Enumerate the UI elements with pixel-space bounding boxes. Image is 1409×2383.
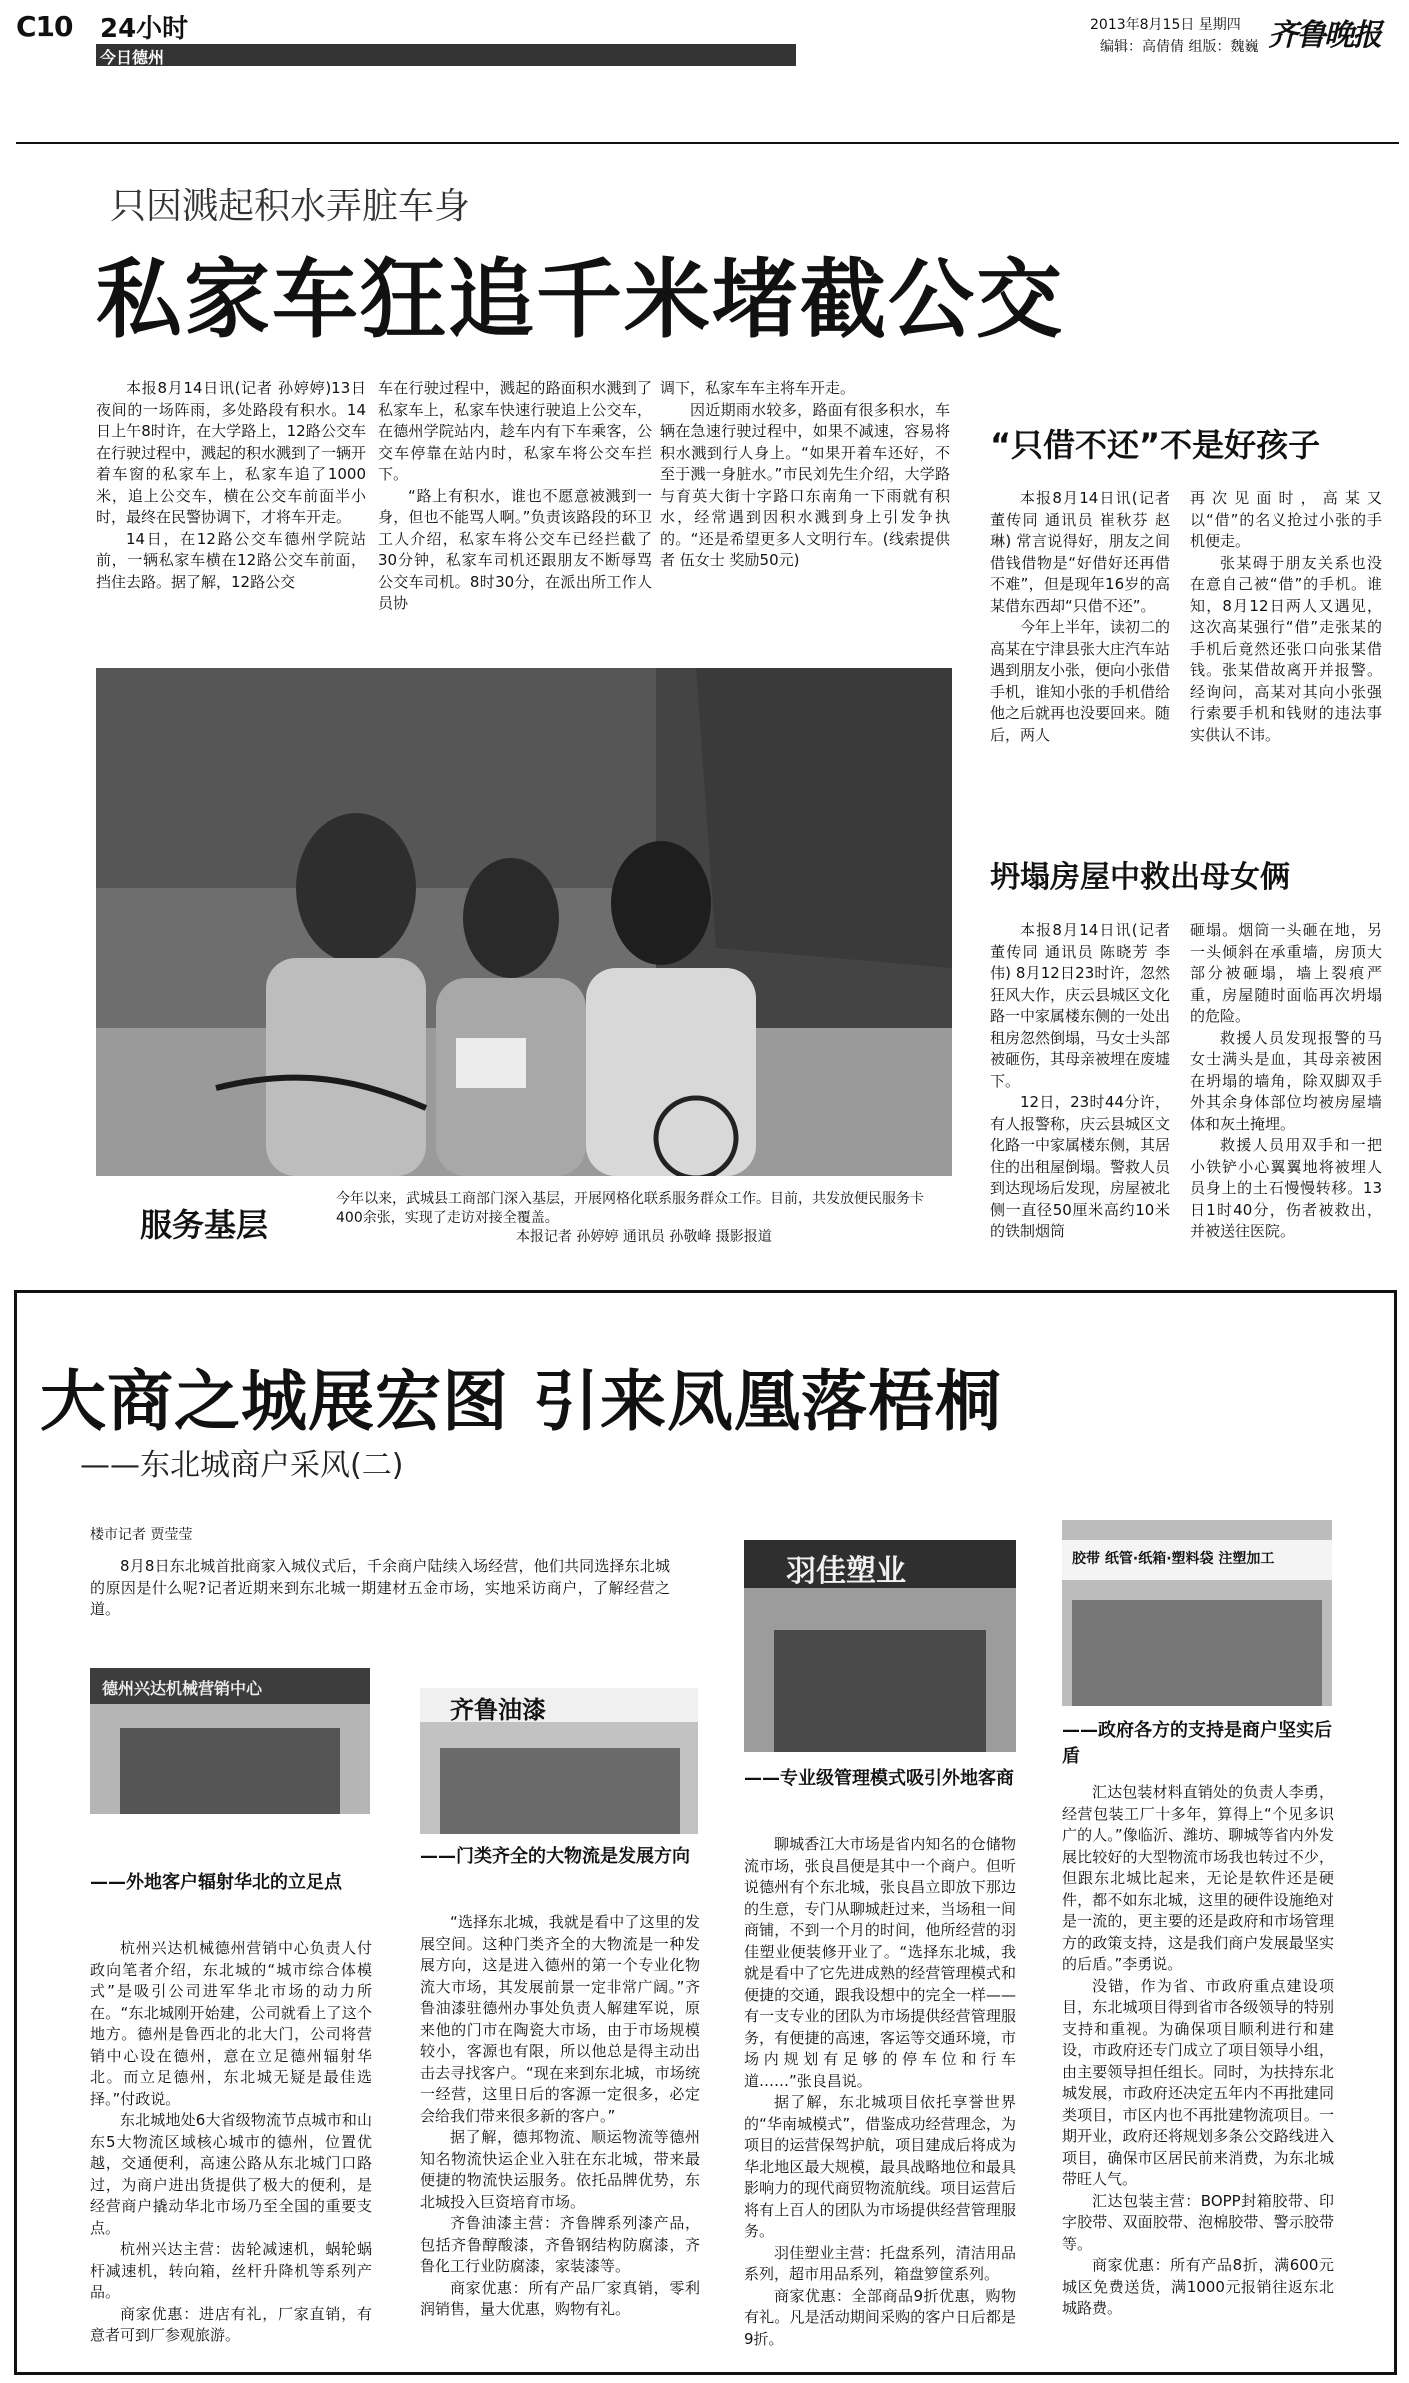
photo-caption bbox=[336, 1190, 936, 1247]
section-2-paragraph: 商家优惠：所有产品厂家真销，零利润销售，量大优惠，购物有礼。 bbox=[420, 2278, 700, 2318]
section-4-body bbox=[1062, 1782, 1334, 2320]
story1-paragraph: “路上有积水，谁也不愿意被溅到一身，但也不能骂人啊。”负责该路段的环卫工人介绍，私家车将公交车已经拦截了30分钟，私家车司机还跟朋友不断辱骂公交车司机。8时30分，在派出所工作人员协 bbox=[378, 486, 652, 612]
news-photo bbox=[96, 668, 952, 1176]
story3-paragraph: 12日，23时44分许，有人报警称，庆云县城区文化路一中家属楼东侧，其居住的出租屋倒塌。警救人员到达现场后发现，房屋被北侧一直径50厘米高约10米的铁制烟筒 bbox=[990, 1093, 1171, 1240]
section-1-paragraph: 东北城地处6大省级物流节点城市和山东5大物流区域核心城市的德州，位置优越，交通便利，高速公路从东北城门口路过，为商户进出货提供了极大的便利，是经营商户撬动华北市场乃至全国的重要支点。 bbox=[90, 2111, 372, 2237]
photo-title: 服务基层 bbox=[140, 1206, 269, 1244]
section-4-subhead: ——政府各方的支持是商户坚实后盾 bbox=[1062, 1720, 1332, 1767]
story1-paragraph: 14日，在12路公交车德州学院站前，一辆私家车横在12路公交车前面，挡住去路。据了解，12路公交 bbox=[96, 529, 366, 591]
feature-byline: 楼市记者 贾莹莹 bbox=[90, 1527, 193, 1543]
story1-headline: 私家车狂追千米堵截公交 bbox=[96, 250, 1064, 350]
photo-credit: 本报记者 孙婷婷 通讯员 孙敬峰 摄影报道 bbox=[516, 1229, 772, 1245]
story2-headline: “只借不还”不是好孩子 bbox=[990, 426, 1321, 464]
section-1-subhead: ——外地客户辐射华北的立足点 bbox=[90, 1872, 342, 1893]
story1-column-2 bbox=[378, 378, 652, 615]
storefront-photo-1 bbox=[90, 1668, 370, 1814]
section-2-paragraph: “选择东北城，我就是看中了这里的发展空间。这种门类齐全的大物流是一种发展方向，这是进入德州的第一个专业化物流大市场，其发展前景一定非常广阔。”齐鲁油漆驻德州办事处负责人解建军说，原来他的门市在陶瓷大市场，由于市场规模较小，客源也有限，所以他总是得主动出击去寻找客户。“现在来到东北城，市场统一经营，这里日后的客源一定很多，必定会给我们带来很多新的客户。” bbox=[420, 1913, 700, 2125]
story1-column-1 bbox=[96, 378, 366, 593]
section-3-paragraph: 羽佳塑业主营：托盘系列，清洁用品系列，超市用品系列，箱盘箩筐系列。 bbox=[744, 2243, 1016, 2283]
section-3-body bbox=[744, 1834, 1016, 2350]
storefront-sign-1: 德州兴达机械营销中心 bbox=[102, 1679, 263, 1698]
section-3-paragraph: 商家优惠：全部商品9折优惠，购物有礼。凡是活动期间采购的客户日后都是9折。 bbox=[744, 2286, 1016, 2348]
story2-column-2 bbox=[1190, 488, 1382, 746]
story3-paragraph: 救援人员发现报警的马女士满头是血，其母亲被困在坍塌的墙角，除双脚双手外其余身体部位均被房屋墙体和灰土掩埋。 bbox=[1190, 1028, 1382, 1133]
storefront-photo-4 bbox=[1062, 1520, 1332, 1706]
section-4-paragraph: 汇达包装材料直销处的负责人李勇，经营包装工厂十多年，算得上“个见多识广的人。”像临沂、潍坊、聊城等省内外发展比较好的大型物流市场我也转过不少，但跟东北城比起来，无论是软件还是硬件，都不如东北城，这里的硬件设施绝对是一流的，更主要的还是政府和市场管理方的政策支持，这是我们商户发展最坚实的后盾。”李勇说。 bbox=[1062, 1783, 1334, 1973]
story3-paragraph: 砸塌。烟筒一头砸在地，另一头倾斜在承重墙，房顶大部分被砸塌，墙上裂痕严重，房屋随时面临再次坍塌的危险。 bbox=[1190, 921, 1382, 1025]
story3-paragraph: 本报8月14日讯(记者 董传同 通讯员 陈晓芳 李伟) 8月12日23时许，忽然狂风大作，庆云县城区文化路一中家属楼东侧的一处出租房忽然倒塌，马女士头部被砸伤，其母亲被埋在废墟下。 bbox=[990, 921, 1171, 1090]
section-1-body bbox=[90, 1938, 372, 2347]
section-4-paragraph: 没错，作为省、市政府重点建设项目，东北城项目得到省市各级领导的特别支持和重视。为确保项目顺利进行和建设，市政府还专门成立了项目领导小组，由主要领导担任组长。同时，为扶持东北城发展，市政府还决定五年内不再批建同类项目，市区内也不再批建物流项目。一期开业，政府还将规划多条公交路线进入项目，确保市区居民前来消费，为东北城带旺人气。 bbox=[1062, 1976, 1334, 2188]
story1-column-3 bbox=[660, 378, 950, 572]
story1-paragraph: 本报8月14日讯(记者 孙婷婷)13日夜间的一场阵雨，多处路段有积水。14日上午8时许，在大学路上，12路公交车在行驶过程中，溅起的积水溅到了一辆开着车窗的私家车上，私家车追了1000米，追上公交车，横在公交车前面半小时，最终在民警协调下，才将车开走。 bbox=[96, 379, 367, 526]
feature-intro-text: 8月8日东北城首批商家入城仪式后，千余商户陆续入场经营，他们共同选择东北城的原因是什么呢?记者近期来到东北城一期建材五金市场，实地采访商户，了解经营之道。 bbox=[90, 1557, 670, 1618]
story3-headline: 坍塌房屋中救出母女俩 bbox=[990, 860, 1290, 895]
section-3-paragraph: 据了解，东北城项目依托享誉世界的“华南城模式”，借鉴成功经营理念，为项目的运营保驾护航，项目建成后将成为华北地区最大规模，最具战略地位和最具影响力的现代商贸物流航线。项目运营后将有上百人的团队为市场提供经营管理服务。 bbox=[744, 2093, 1016, 2240]
section-3-paragraph: 聊城香江大市场是省内知名的仓储物流市场，张良昌便是其中一个商户。但听说德州有个东北城，张良昌立即放下那边的生意，专门从聊城赶过来，当场租一间商铺，不到一个月的时间，他所经营的羽佳塑业便装修开业了。“选择东北城，我就是看中了它先进成熟的经营管理模式和便捷的交通，跟我设想中的完全一样——有一支专业的团队为市场提供经营管理服务，有便捷的高速，客运等交通环境，市场内规划有足够的停车位和行车道……”张良昌说。 bbox=[744, 1835, 1016, 2090]
feature-subhead: ——东北城商户采风(二) bbox=[80, 1448, 404, 1483]
section-label: 24小时 bbox=[100, 14, 189, 44]
section-3-subhead: ——专业级管理模式吸引外地客商 bbox=[744, 1768, 1014, 1789]
feature-intro bbox=[90, 1556, 670, 1621]
header-rule bbox=[16, 142, 1399, 144]
section-2-paragraph: 据了解，德邦物流、顺运物流等德州知名物流快运企业入驻在东北城，带来最便捷的物流快运服务。依托品牌优势，东北城投入巨资培育市场。 bbox=[420, 2128, 700, 2211]
storefront-sign-3: 羽佳塑业 bbox=[786, 1554, 906, 1589]
masthead-logo: 齐鲁晚报 bbox=[1268, 18, 1380, 53]
feature-headline: 大商之城展宏图 引来凤凰落梧桐 bbox=[40, 1363, 1002, 1440]
section-2-paragraph: 齐鲁油漆主营：齐鲁牌系列漆产品，包括齐鲁醇酸漆，齐鲁钢结构防腐漆，齐鲁化工行业防腐漆，家装漆等。 bbox=[420, 2214, 700, 2275]
storefront-sign-4: 胶带 纸管·纸箱·塑料袋 注塑加工 bbox=[1072, 1551, 1275, 1567]
story3-column-2 bbox=[1190, 920, 1382, 1243]
page-code: C10 bbox=[16, 10, 73, 43]
story1-paragraph: 调下，私家车车主将车开走。 bbox=[660, 379, 856, 397]
story1-paragraph: 因近期雨水较多，路面有很多积水，车辆在急速行驶过程中，如果不减速，容易将积水溅到行人身上。“如果开着车还好，不至于溅一身脏水。”市民刘先生介绍，大学路与育英大街十字路口东南角一下雨就有积水，经常遇到因积水溅到身上引发争执的。“还是希望更多人文明行车。(线索提供者 伍女士 奖励50元) bbox=[660, 400, 950, 569]
section-4-paragraph: 商家优惠：所有产品8折，满600元城区免费送货，满1000元报销往返东北城路费。 bbox=[1062, 2256, 1334, 2317]
section-4-paragraph: 汇达包装主营：BOPP封箱胶带、印字胶带、双面胶带、泡棉胶带、警示胶带等。 bbox=[1062, 2191, 1334, 2253]
story1-paragraph: 车在行驶过程中，溅起的路面积水溅到了私家车上，私家车快速行驶追上公交车，在德州学院站内，趁车内有下车乘客，公交车停靠在站内时，私家车将公交车拦下。 bbox=[378, 379, 652, 483]
header-date: 2013年8月15日 星期四 bbox=[1090, 17, 1241, 33]
story2-column-1 bbox=[990, 488, 1170, 746]
story3-column-1 bbox=[990, 920, 1170, 1243]
story2-paragraph: 今年上半年，读初二的高某在宁津县张大庄汽车站遇到朋友小张，便向小张借手机，谁知小张的手机借给他之后就再也没要回来。随后，两人 bbox=[990, 618, 1171, 744]
section-1-paragraph: 杭州兴达机械德州营销中心负责人付政向笔者介绍，东北城的“城市综合体模式”是吸引公司进军华北市场的动力所在。“东北城刚开始建，公司就看上了这个地方。德州是鲁西北的北大门，公司将营销中心设在德州，意在立足德州辐射华北。而立足德州，东北城无疑是最佳选择。”付政说。 bbox=[90, 1939, 372, 2108]
story3-paragraph: 救援人员用双手和一把小铁铲小心翼翼地将被埋人员身上的土石慢慢转移。13日1时40分，伤者被救出，并被送往医院。 bbox=[1190, 1136, 1382, 1240]
subsection-bar bbox=[96, 44, 796, 66]
header-editors: 编辑：高倩倩 组版：魏巍 bbox=[1100, 39, 1259, 55]
section-1-paragraph: 商家优惠：进店有礼，厂家直销，有意者可到厂参观旅游。 bbox=[90, 2304, 372, 2344]
section-1-paragraph: 杭州兴达主营：齿轮减速机，蜗轮蜗杆减速机，转向箱，丝杆升降机等系列产品。 bbox=[90, 2240, 372, 2301]
story2-paragraph: 本报8月14日讯(记者 董传同 通讯员 崔秋芬 赵琳) 常言说得好，朋友之间借钱借物是“好借好还再借不难”，但是现年16岁的高某借东西却“只借不还”。 bbox=[990, 489, 1170, 615]
page-header bbox=[0, 0, 1409, 80]
section-2-subhead: ——门类齐全的大物流是发展方向 bbox=[420, 1846, 690, 1867]
story2-paragraph: 再次见面时，高某又以“借”的名义抢过小张的手机便走。 bbox=[1190, 489, 1382, 550]
news-photo-illustration bbox=[96, 668, 952, 1176]
subsection-label: 今日德州 bbox=[100, 48, 165, 67]
photo-caption-text: 今年以来，武城县工商部门深入基层，开展网格化联系服务群众工作。目前，共发放便民服务卡400余张，实现了走访对接全覆盖。 bbox=[336, 1191, 924, 1226]
storefront-sign-2: 齐鲁油漆 bbox=[450, 1696, 546, 1724]
story2-paragraph: 张某碍于朋友关系也没在意自己被“借”的手机。谁知，8月12日两人又遇见，这次高某强行“借”走张某的手机后竟然还张口向张某借钱。张某借故离开并报警。经询问，高某对其向小张强行索要手机和钱财的违法事实供认不讳。 bbox=[1190, 553, 1382, 744]
story1-kicker: 只因溅起积水弄脏车身 bbox=[110, 186, 471, 227]
storefront-photo-3 bbox=[744, 1540, 1016, 1752]
section-2-body bbox=[420, 1912, 700, 2321]
storefront-photo-2 bbox=[420, 1688, 698, 1834]
